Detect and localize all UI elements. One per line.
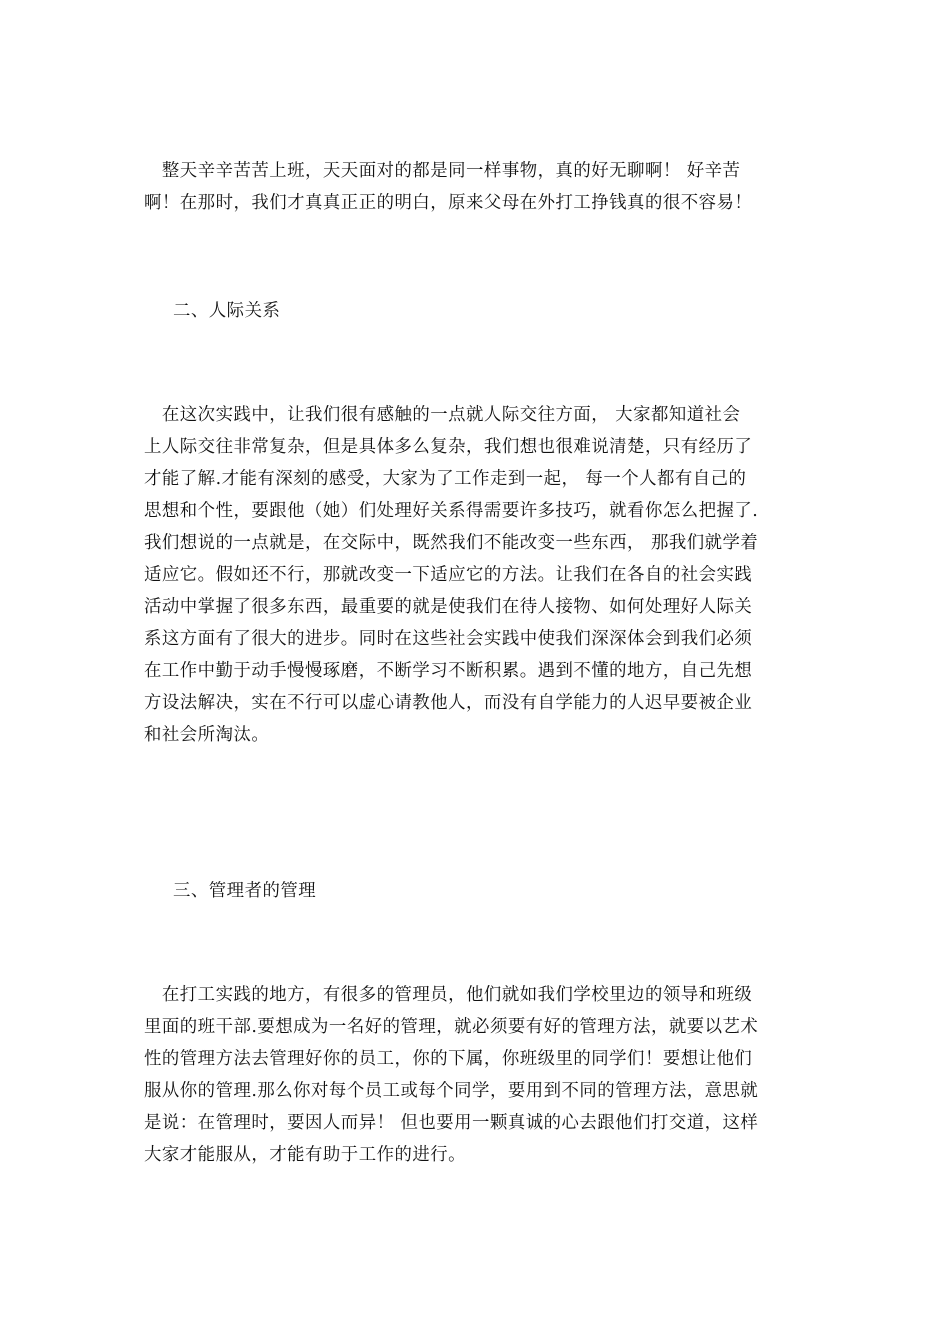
paragraph-line: 整天辛辛苦苦上班，天天面对的都是同一样事物，真的好无聊啊！ 好辛苦 [144, 161, 741, 181]
paragraph-line: 我们想说的一点就是，在交际中，既然我们不能改变一些东西， 那我们就学着 [144, 533, 759, 553]
paragraph-management [144, 979, 808, 1171]
paragraph-line: 上人际交往非常复杂，但是具体多么复杂，我们想也很难说清楚，只有经历了 [144, 437, 753, 457]
section-heading-management: 三、管理者的管理 [173, 881, 317, 901]
paragraph-line: 在打工实践的地方，有很多的管理员，他们就如我们学校里边的领导和班级 [144, 985, 753, 1005]
paragraph-line: 性的管理方法去管理好你的员工，你的下属，你班级里的同学们！要想让他们 [144, 1049, 753, 1069]
paragraph-line: 思想和个性，要跟他（她）们处理好关系得需要许多技巧，就看你怎么把握了. [144, 501, 759, 521]
paragraph-line: 方设法解决，实在不行可以虚心请教他人，而没有自学能力的人迟早要被企业 [144, 693, 753, 713]
paragraph-line: 大家才能服从，才能有助于工作的进行。 [144, 1145, 467, 1165]
paragraph-line: 活动中掌握了很多东西，最重要的就是使我们在待人接物、如何处理好人际关 [144, 597, 753, 617]
paragraph-line: 在工作中勤于动手慢慢琢磨，不断学习不断积累。遇到不懂的地方，自己先想 [144, 661, 753, 681]
paragraph-interpersonal [144, 399, 808, 751]
paragraph-line: 在这次实践中，让我们很有感触的一点就人际交往方面， 大家都知道社会 [144, 405, 741, 425]
paragraph-line: 是说：在管理时，要因人而异！ 但也要用一颗真诚的心去跟他们打交道，这样 [144, 1113, 759, 1133]
paragraph-work-hardship [144, 155, 808, 219]
paragraph-line: 系这方面有了很大的进步。同时在这些社会实践中使我们深深体会到我们必须 [144, 629, 753, 649]
paragraph-line: 才能了解.才能有深刻的感受，大家为了工作走到一起， 每一个人都有自己的 [144, 469, 747, 489]
paragraph-line: 服从你的管理.那么你对每个员工或每个同学，要用到不同的管理方法，意思就 [144, 1081, 759, 1101]
paragraph-line: 和社会所淘汰。 [144, 725, 270, 745]
paragraph-line: 里面的班干部.要想成为一名好的管理，就必须要有好的管理方法，就要以艺术 [144, 1017, 759, 1037]
paragraph-line: 适应它。假如还不行，那就改变一下适应它的方法。让我们在各自的社会实践 [144, 565, 753, 585]
section-heading-interpersonal: 二、人际关系 [173, 301, 281, 321]
paragraph-line: 啊！在那时，我们才真真正正的明白，原来父母在外打工挣钱真的很不容易！ [144, 193, 753, 213]
